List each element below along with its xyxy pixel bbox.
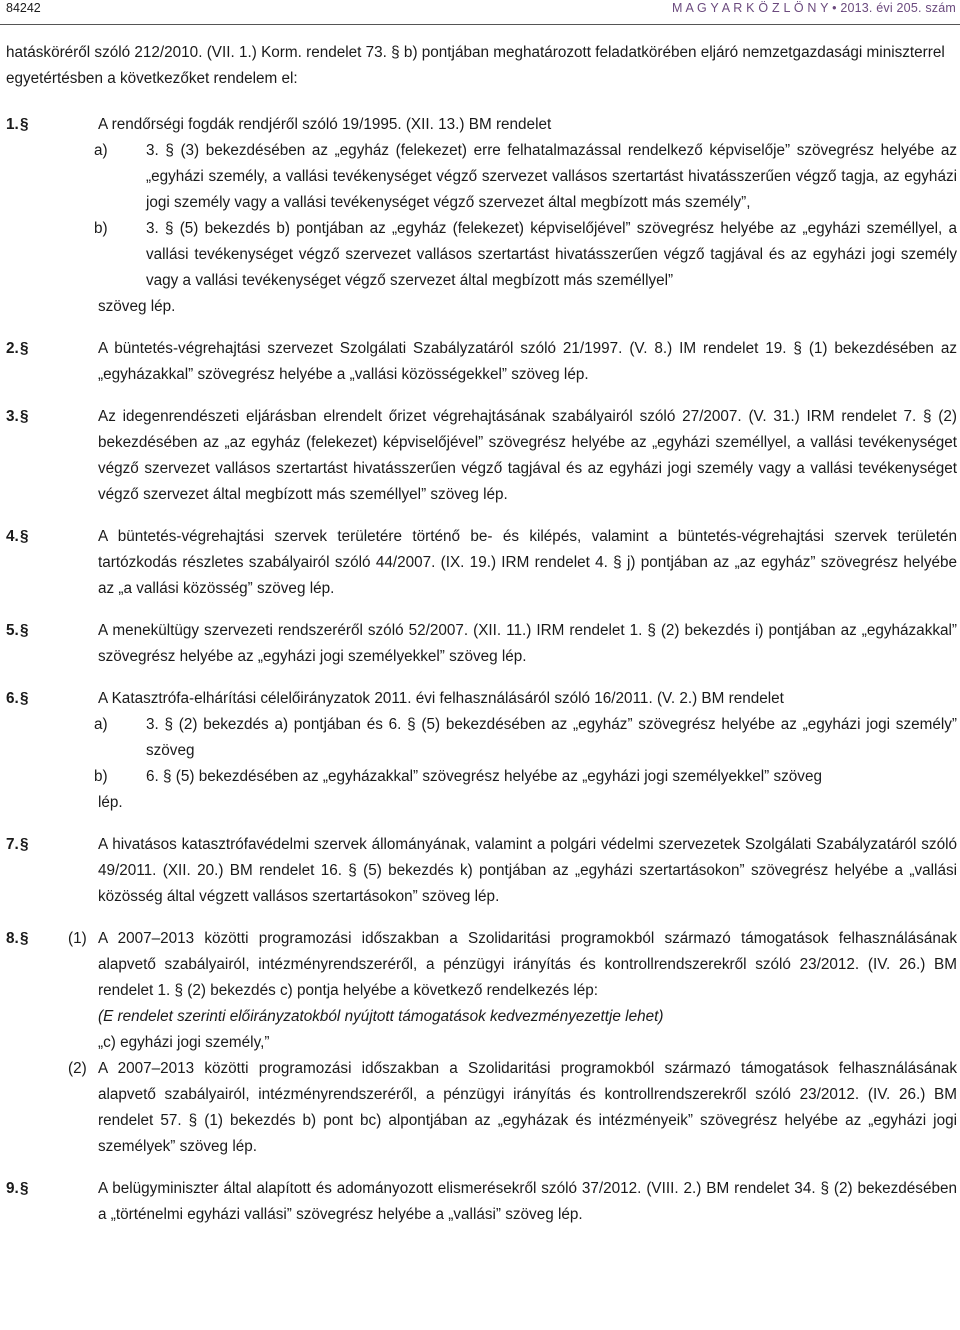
- quoted-provision: „c) egyházi jogi személy,”: [98, 1034, 270, 1051]
- section-1: [0, 112, 958, 320]
- section-number: 9.: [6, 1180, 19, 1197]
- section-sign: §: [20, 1180, 29, 1197]
- section-text: A menekültügy szervezeti rendszeréről szóló 52/2007. (XII. 11.) IRM rendelet 1. § (2) bekezdés i) pontjában az „egyházakkal” szövegrész helyébe az „egyházi jogi személyekkel” szöveg lép.: [98, 622, 957, 665]
- section-sign: §: [20, 690, 29, 707]
- section-text: A hivatásos katasztrófavédelmi szervek állományának, valamint a polgári védelmi szervezetek Szolgálati Szabályzatáról szóló 49/2011. (XII. 20.) BM rendelet 16. § (5) bekezdés k) pontjában az „egyházi szertartásokon” szövegrész helyébe a „vallási közösség által végzett vallásos szertartásokon” szöveg lép.: [98, 836, 957, 905]
- section-number: 1.: [6, 116, 19, 133]
- paragraph-1: [68, 926, 957, 1056]
- point-text: 3. § (5) bekezdés b) pontjában az „egyház (felekezet) képviselőjével” szövegrész helyébe az „egyházi személlyel, a vallási tevékenységet végző szervezet vallásos szertartást hivatásszerűen végző tagjával és az egyházi jogi személy vagy a vallási tevékenységet végző szervezet által megbízott más személlyel”: [146, 220, 957, 289]
- header-rule: [0, 24, 960, 25]
- section-number: 8.: [6, 930, 19, 947]
- intro-paragraph: hatásköréről szóló 212/2010. (VII. 1.) Korm. rendelet 73. § b) pontjában meghatározott feladatkörében eljáró nemzetgazdasági miniszterrel egyetértésben a következőket rendelem el:: [6, 44, 945, 87]
- section-sign: §: [20, 836, 29, 853]
- section-sign: §: [20, 116, 29, 133]
- page-header: [0, 0, 960, 20]
- point-a: [94, 712, 957, 764]
- section-number: 5.: [6, 622, 19, 639]
- section-sign: §: [20, 528, 29, 545]
- section-3: [0, 404, 958, 508]
- section-text: A büntetés-végrehajtási szervezet Szolgálati Szabályzatáról szóló 21/1997. (V. 8.) IM rendelet 19. § (1) bekezdésében az „egyházakkal” szövegrész helyébe a „vallási közösségekkel” szöveg lép.: [98, 340, 957, 383]
- section-text: Az idegenrendészeti eljárásban elrendelt őrizet végrehajtásának szabályairól szóló 27/2007. (V. 31.) IRM rendelet 7. § (2) bekezdésében az „az egyház (felekezet) képviselőjével” szövegrész helyébe az „egyházi személlyel, a vallási tevékenységet végző szervezet vallásos szertartást hivatásszerűen végző tagjával és az egyházi jogi személy vagy a vallási tevékenységet végző szervezet által megbízott más személlyel” szöveg lép.: [98, 408, 957, 503]
- section-text: A büntetés-végrehajtási szervek területére történő be- és kilépés, valamint a büntetés-végrehajtási szervek területén tartózkodás részletes szabályairól szóló 44/2007. (IX. 19.) IRM rendelet 4. § j) pontjában az „az egyház” szövegrész helyébe az „a vallási közösség” szöveg lép.: [98, 528, 957, 597]
- section-6: [0, 686, 958, 816]
- paragraph-text: A 2007–2013 közötti programozási időszakban a Szolidaritási programokból származó támogatások felhasználásának alapvető szabályairól, intézményrendszeréről, a pénzügyi irányítás és kontrollrendszerekről szóló 23/2012. (IV. 26.) BM rendelet 57. § (1) bekezdés b) pont bc) alpontjában az „egyházak és intézményeik” szövegrész helyébe az „egyházi jogi személyek” szöveg lép.: [98, 1060, 957, 1155]
- point-label: b): [94, 220, 108, 237]
- point-b: [94, 216, 957, 294]
- section-4: [0, 524, 958, 602]
- section-number: 7.: [6, 836, 19, 853]
- point-label: a): [94, 716, 108, 733]
- section-sign: §: [20, 930, 29, 947]
- point-text: 3. § (2) bekezdés a) pontjában és 6. § (5) bekezdésében az „egyház” szövegrész helyébe az „egyházi jogi személy” szöveg: [146, 716, 957, 759]
- section-8: [0, 926, 958, 1160]
- point-label: b): [94, 768, 108, 785]
- section-9: [0, 1176, 958, 1228]
- point-a: [94, 138, 957, 216]
- section-sign: §: [20, 340, 29, 357]
- italic-preamble: (E rendelet szerinti előirányzatokból nyújtott támogatások kedvezményezettje lehet): [98, 1008, 664, 1025]
- section-number: 4.: [6, 528, 19, 545]
- point-label: a): [94, 142, 108, 159]
- paragraph-text: A 2007–2013 közötti programozási időszakban a Szolidaritási programokból származó támogatások felhasználásának alapvető szabályairól, intézményrendszeréről, a pénzügyi irányítás és kontrollrendszerekről szóló 23/2012. (IV. 26.) BM rendelet 1. § (2) bekezdés c) pontja helyébe a következő rendelkezés lép:: [98, 930, 957, 999]
- paragraph-number: (2): [68, 1060, 87, 1077]
- section-sign: §: [20, 622, 29, 639]
- section-number: 6.: [6, 690, 19, 707]
- section-5: [0, 618, 958, 670]
- page-number: 84242: [6, 1, 41, 15]
- section-2: [0, 336, 958, 388]
- journal-title: M A G Y A R K Ö Z L Ö N Y • 2013. évi 205. szám: [671, 1, 956, 15]
- section-number: 2.: [6, 340, 19, 357]
- paragraph-2: [68, 1056, 957, 1160]
- section-title: A Katasztrófa-elhárítási célelőirányzatok 2011. évi felhasználásáról szóló 16/2011. (V. 2.) BM rendelet: [98, 690, 784, 707]
- closing-text: szöveg lép.: [98, 298, 176, 315]
- section-text: A belügyminiszter által alapított és adományozott elismerésekről szóló 37/2012. (VIII. 2.) BM rendelet 34. § (2) bekezdésében a „történelmi egyházi vallási” szövegrész helyébe a „vallási” szöveg lép.: [98, 1180, 957, 1223]
- paragraph-number: (1): [68, 930, 87, 947]
- section-number: 3.: [6, 408, 19, 425]
- point-b: [94, 764, 957, 790]
- section-title: A rendőrségi fogdák rendjéről szóló 19/1995. (XII. 13.) BM rendelet: [98, 116, 552, 133]
- section-sign: §: [20, 408, 29, 425]
- point-text: 3. § (3) bekezdésében az „egyház (felekezet) erre felhatalmazással rendelkező képviselője” szövegrész helyébe az „egyházi személy, a vallási tevékenységet végző szervezet vallásos szertartást hivatásszerűen végző tagja, az egyházi jogi személy vagy a vallási tevékenységet végző szervezet által megbízott más személy”,: [146, 142, 957, 211]
- point-text: 6. § (5) bekezdésében az „egyházakkal” szövegrész helyébe az „egyházi jogi személyekkel” szöveg: [146, 768, 822, 785]
- section-7: [0, 832, 958, 910]
- closing-text: lép.: [98, 794, 123, 811]
- document-body: [0, 40, 958, 1228]
